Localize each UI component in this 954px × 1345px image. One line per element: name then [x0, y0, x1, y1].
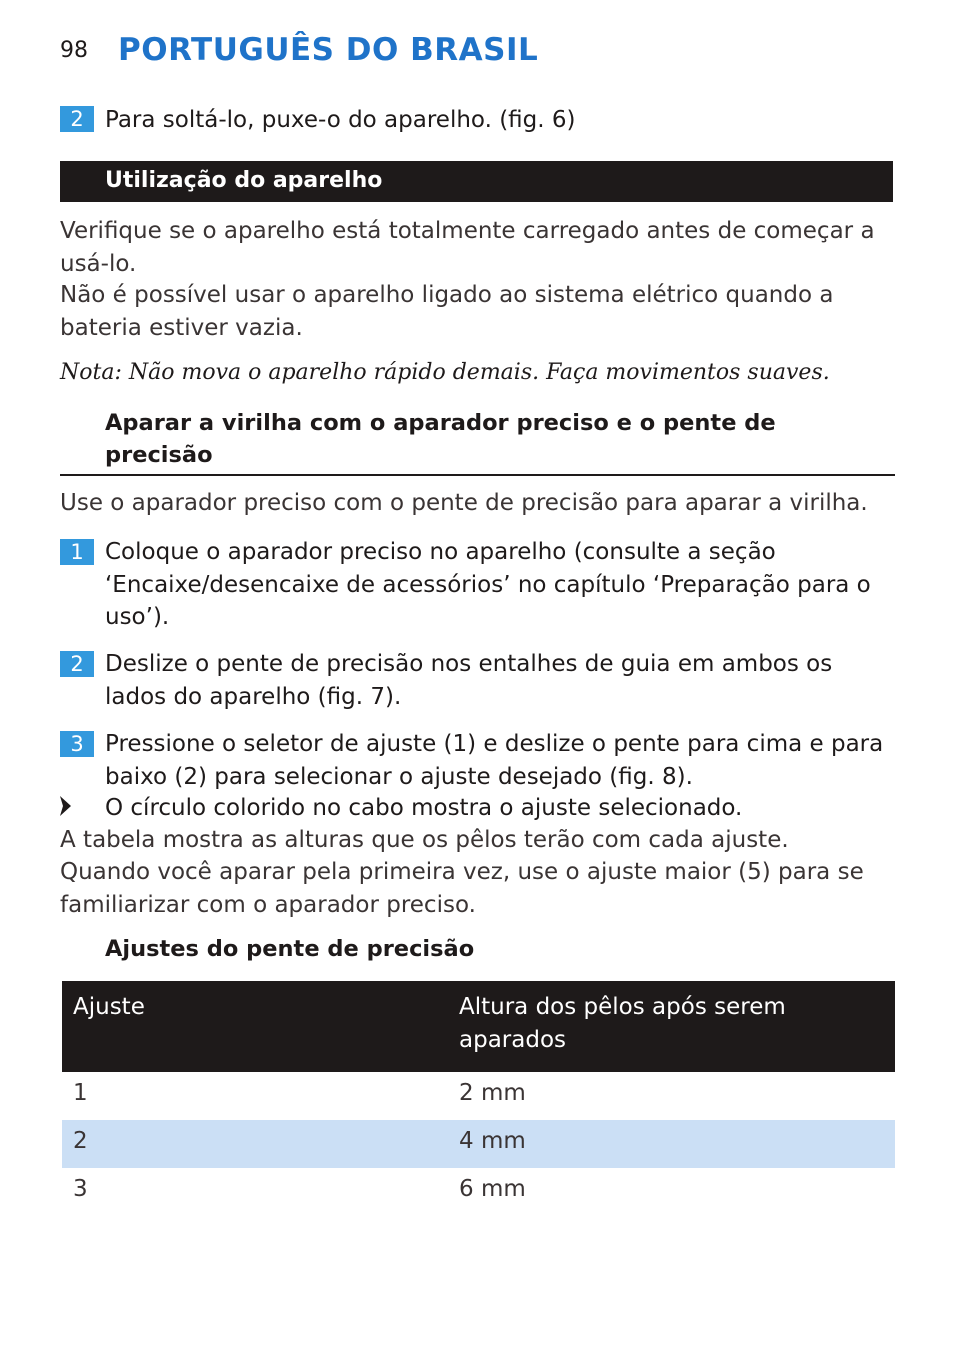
page-number: 98 [60, 38, 88, 63]
table-title: Ajustes do pente de precisão [105, 936, 475, 962]
step-number-badge: 1 [60, 539, 94, 565]
subsection-title: Aparar a virilha com o aparador preciso e o pente de precisão [105, 410, 776, 468]
table-row [62, 1120, 895, 1168]
result-text: O círculo colorido no cabo mostra o ajuste selecionado. [105, 795, 743, 821]
table-row [62, 1168, 895, 1216]
table-header [62, 981, 895, 1072]
settings-table [62, 981, 895, 1216]
table-cell: 2 [73, 1128, 88, 1154]
table-cell: 2 mm [459, 1080, 526, 1106]
column-header: Altura dos pêlos após serem aparados [459, 994, 786, 1053]
table-cell: 3 [73, 1176, 88, 1202]
table-row [62, 1072, 895, 1120]
page-title: PORTUGUÊS DO BRASIL [118, 32, 539, 68]
section-title: Utilização do aparelho [105, 168, 383, 193]
table-cell: 4 mm [459, 1128, 526, 1154]
note-text: Nota: Não mova o aparelho rápido demais. Faça movimentos suaves. [60, 360, 830, 385]
step-text: Deslize o pente de precisão nos entalhes de guia em ambos os lados do aparelho (fig. 7). [105, 651, 833, 710]
column-header: Ajuste [73, 994, 145, 1020]
paragraph: A tabela mostra as alturas que os pêlos terão com cada ajuste. [60, 827, 789, 853]
subsection-intro: Use o aparador preciso com o pente de precisão para aparar a virilha. [60, 490, 868, 516]
step-number-badge: 2 [60, 106, 94, 132]
paragraph: Não é possível usar o aparelho ligado ao sistema elétrico quando a bateria estiver vazia. [60, 282, 834, 341]
table-cell: 1 [73, 1080, 88, 1106]
step-number-badge: 3 [60, 731, 94, 757]
triangle-bullet-icon [60, 796, 72, 816]
table-cell: 6 mm [459, 1176, 526, 1202]
step-number-badge: 2 [60, 651, 94, 677]
step-text: Para soltá-lo, puxe-o do aparelho. (fig. 6) [105, 107, 576, 133]
paragraph: Verifique se o aparelho está totalmente carregado antes de começar a usá-lo. [60, 218, 875, 277]
paragraph: Quando você aparar pela primeira vez, use o ajuste maior (5) para se familiarizar com o aparador preciso. [60, 859, 864, 918]
step-text: Coloque o aparador preciso no aparelho (consulte a seção ‘Encaixe/desencaixe de acessórios’ no capítulo ‘Preparação para o uso’). [105, 539, 871, 630]
divider [60, 474, 895, 476]
section-header-bar [60, 161, 893, 202]
step-text: Pressione o seletor de ajuste (1) e deslize o pente para cima e para baixo (2) para selecionar o ajuste desejado (fig. 8). [105, 731, 884, 790]
